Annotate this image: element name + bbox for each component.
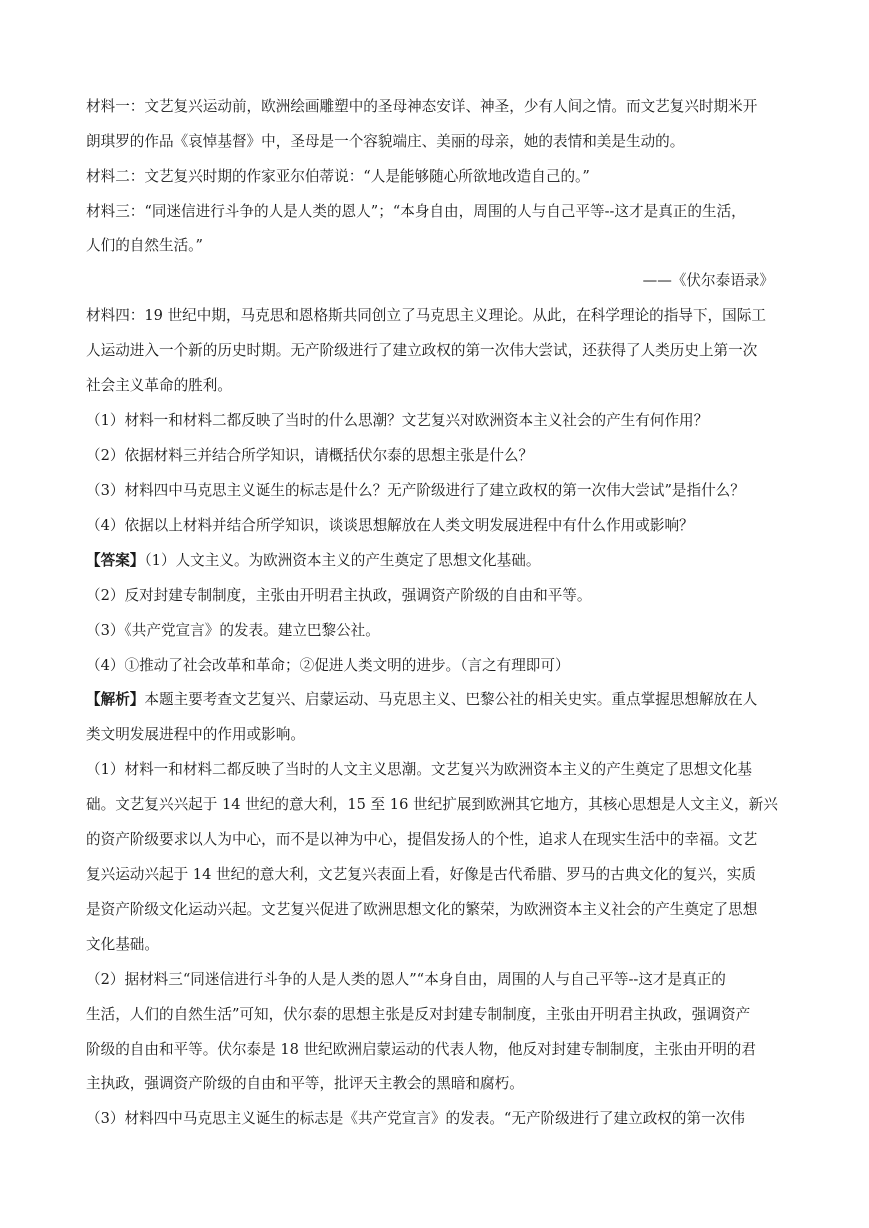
analysis-label: 【解析】 [86, 691, 145, 708]
answer-1-text: （1）人文主义。为欧洲资本主义的产生奠定了思想文化基础。 [144, 552, 541, 569]
material-4-line-3: 社会主义革命的胜利。 [86, 377, 232, 394]
material-2-line: 材料二：文艺复兴时期的作家亚尔伯蒂说：“人是能够随心所欲地改造自己的。” [86, 168, 590, 185]
material-4-line-1: 材料四：19 世纪中期，马克思和恩格斯共同创立了马克思主义理论。从此，在科学理论的指导下，国际工 [86, 307, 766, 324]
material-4-line-2: 人运动进入一个新的历史时期。无产阶级进行了建立政权的第一次伟大尝试，还获得了人类历史上第一次 [86, 342, 758, 359]
answer-4: （4）①推动了社会改革和革命；②促进人类文明的进步。（言之有理即可） [86, 657, 570, 674]
answer-2: （2）反对封建专制制度，主张由开明君主执政，强调资产阶级的自由和平等。 [86, 587, 592, 604]
material-3-line-1: 材料三：“同迷信进行斗争的人是人类的恩人”；“本身自由，周围的人与自己平等--这才是真正的生活， [86, 203, 746, 220]
analysis-intro-text: 本题主要考查文艺复兴、启蒙运动、马克思主义、巴黎公社的相关史实。重点掌握思想解放在人 [144, 691, 758, 708]
question-3: （3）材料四中马克思主义诞生的标志是什么？无产阶级进行了建立政权的第一次伟大尝试”是指什么？ [86, 482, 745, 499]
analysis-3-line-1: （3）材料四中马克思主义诞生的标志是《共产党宣言》的发表。“无产阶级进行了建立政权的第一次伟 [86, 1110, 745, 1127]
analysis-1-line-4: 复兴运动兴起于 14 世纪的意大利，文艺复兴表面上看，好像是古代希腊、罗马的古典文化的复兴，实质 [86, 866, 756, 883]
material-1-line-1: 材料一：文艺复兴运动前，欧洲绘画雕塑中的圣母神态安详、神圣，少有人间之情。而文艺复兴时期米开 [86, 98, 758, 115]
material-1-line-2: 朗琪罗的作品《哀悼基督》中，圣母是一个容貌端庄、美丽的母亲，她的表情和美是生动的。 [86, 133, 685, 150]
question-2: （2）依据材料三并结合所学知识，请概括伏尔泰的思想主张是什么？ [86, 447, 534, 464]
answer-label: 【答案】 [86, 552, 145, 569]
question-1: （1）材料一和材料二都反映了当时的什么思潮？文艺复兴对欧洲资本主义社会的产生有何作用？ [86, 412, 709, 429]
analysis-1-line-2: 础。文艺复兴兴起于 14 世纪的意大利，15 至 16 世纪扩展到欧洲其它地方，其核心思想是人文主义，新兴 [86, 796, 778, 813]
analysis-2-line-1: （2）据材料三“同迷信进行斗争的人是人类的恩人”“本身自由，周围的人与自己平等--这才是真正的 [86, 971, 726, 988]
answer-1-line [86, 551, 786, 571]
analysis-line-1 [86, 690, 786, 710]
analysis-1-line-5: 是资产阶级文化运动兴起。文艺复兴促进了欧洲思想文化的繁荣，为欧洲资本主义社会的产生奠定了思想 [86, 901, 758, 918]
analysis-1-line-1: （1）材料一和材料二都反映了当时的人文主义思潮。文艺复兴为欧洲资本主义的产生奠定了思想文化基 [86, 761, 753, 778]
material-3-source: ——《伏尔泰语录》 [642, 272, 774, 289]
analysis-line-2: 类文明发展进程中的作用或影响。 [86, 726, 305, 743]
analysis-1-line-6: 文化基础。 [86, 936, 159, 953]
material-3-line-2: 人们的自然生活。” [86, 237, 203, 254]
analysis-2-line-4: 主执政，强调资产阶级的自由和平等，批评天主教会的黑暗和腐朽。 [86, 1075, 524, 1092]
question-4: （4）依据以上材料并结合所学知识，谈谈思想解放在人类文明发展进程中有什么作用或影响？ [86, 517, 694, 534]
analysis-2-line-3: 阶级的自由和平等。伏尔泰是 18 世纪欧洲启蒙运动的代表人物，他反对封建专制制度，主张由开明的君 [86, 1041, 756, 1058]
analysis-1-line-3: 的资产阶级要求以人为中心，而不是以神为中心，提倡发扬人的个性，追求人在现实生活中的幸福。文艺 [86, 831, 758, 848]
analysis-2-line-2: 生活，人们的自然生活”可知，伏尔泰的思想主张是反对封建专制制度，主张由开明君主执政，强调资产 [86, 1006, 751, 1023]
answer-3: （3）《共产党宣言》的发表。建立巴黎公社。 [86, 622, 380, 639]
